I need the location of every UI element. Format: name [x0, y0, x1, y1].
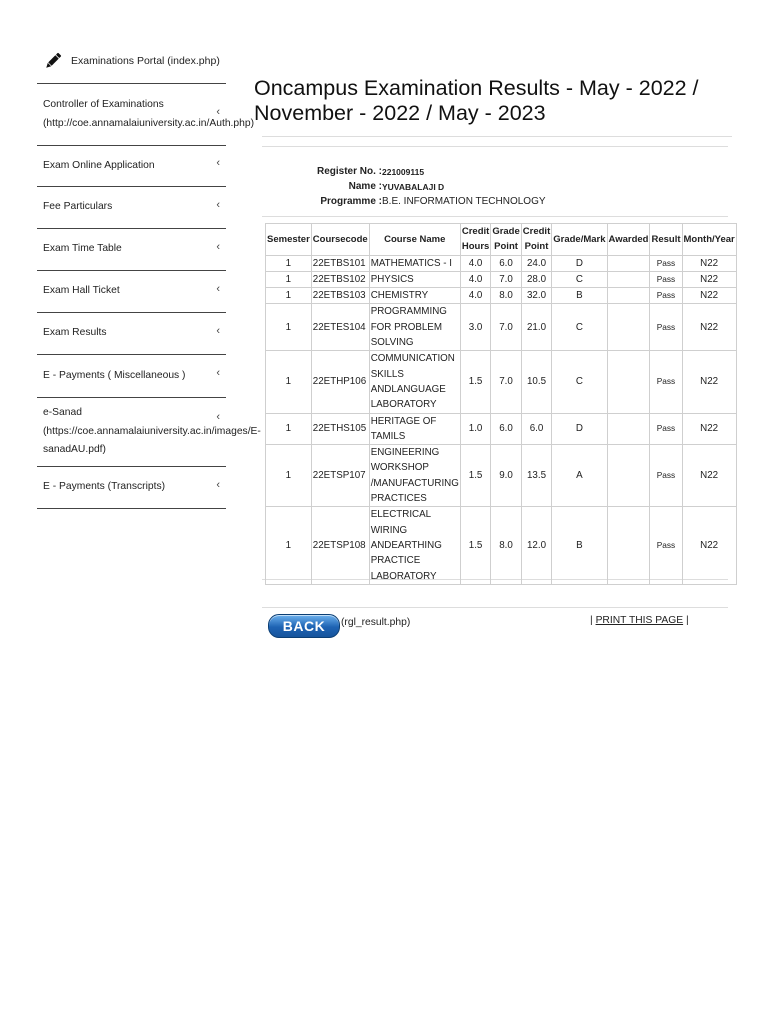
- table-row: [266, 255, 737, 271]
- course-name-line: SOLVING: [370, 337, 414, 349]
- cell-credit-point: 13.5: [521, 445, 551, 507]
- results-panel: [262, 216, 735, 582]
- cell-semester: 1: [266, 288, 312, 304]
- cell-awarded: [607, 255, 650, 271]
- back-button[interactable]: BACK: [268, 614, 340, 638]
- chevron-left-icon: ‹: [216, 367, 220, 379]
- sidebar-item-label: Exam Time Table: [43, 243, 122, 255]
- cell-grade-point: 8.0: [491, 288, 521, 304]
- course-name-line: LABORATORY: [370, 399, 437, 411]
- separator: |: [685, 615, 689, 626]
- course-name-line: ANDEARTHING: [370, 539, 442, 551]
- course-name-line: LABORATORY: [370, 570, 437, 582]
- course-name-line: CHEMISTRY: [370, 290, 429, 302]
- cell-awarded: [607, 304, 650, 351]
- table-header-row: [266, 224, 737, 256]
- cell-semester: 1: [266, 351, 312, 413]
- chevron-left-icon: ‹: [216, 157, 220, 169]
- page-title: Oncampus Examination Results - May - 2022 / November - 2022 / May - 2023: [254, 76, 699, 125]
- cell-semester: 1: [266, 271, 312, 287]
- course-name-line: COMMUNICATION: [370, 353, 455, 365]
- sidebar-item-exam-results[interactable]: [37, 312, 226, 354]
- sidebar-item-fee-particulars[interactable]: [37, 186, 226, 228]
- cell-coursecode: 22ETBS101: [311, 255, 369, 271]
- header-course-name: Course Name: [369, 224, 460, 256]
- chevron-left-icon: ‹: [216, 198, 220, 211]
- cell-credit-hours: 1.5: [460, 445, 490, 507]
- course-name-line: WORKSHOP: [370, 462, 429, 474]
- cell-credit-point: 28.0: [521, 271, 551, 287]
- course-name-line: /MANUFACTURING: [370, 477, 459, 489]
- cell-semester: 1: [266, 255, 312, 271]
- cell-grade-mark: B: [552, 288, 607, 304]
- chevron-left-icon: ‹: [216, 105, 220, 118]
- table-row: [266, 507, 737, 584]
- chevron-left-icon: ‹: [216, 240, 220, 253]
- cell-credit-point: 6.0: [521, 413, 551, 445]
- register-no-value: 221009115: [382, 166, 425, 177]
- cell-credit-point: 12.0: [521, 507, 551, 584]
- sidebar-item-url: sanadAU.pdf): [43, 444, 106, 456]
- cell-grade-point: 7.0: [491, 304, 521, 351]
- table-row: [266, 304, 737, 351]
- chevron-left-icon: ‹: [216, 282, 220, 295]
- table-row: [266, 413, 737, 445]
- cell-course-name: [369, 445, 460, 507]
- cell-coursecode: 22ETBS102: [311, 271, 369, 287]
- cell-grade-point: 7.0: [491, 271, 521, 287]
- cell-credit-hours: 1.5: [460, 351, 490, 413]
- cell-awarded: [607, 271, 650, 287]
- header-credit-hours: Credit Hours: [460, 224, 490, 256]
- cell-grade-mark: B: [552, 507, 607, 584]
- cell-course-name: [369, 413, 460, 445]
- cell-coursecode: 22ETSP107: [311, 445, 369, 507]
- cell-result: Pass: [650, 413, 682, 445]
- cell-grade-mark: A: [552, 445, 607, 507]
- course-name-line: ENGINEERING: [370, 447, 440, 459]
- separator: |: [590, 615, 593, 626]
- sidebar-item-label: Exam Hall Ticket: [43, 285, 120, 297]
- sidebar-item-url: (https://coe.annamalaiuniversity.ac.in/images/E-: [43, 425, 261, 437]
- chevron-left-icon: ‹: [216, 324, 220, 337]
- cell-coursecode: 22ETHS105: [311, 413, 369, 445]
- course-name-line: WIRING: [370, 524, 408, 536]
- sidebar: [37, 83, 261, 509]
- cell-grade-point: 9.0: [491, 445, 521, 507]
- cell-credit-point: 24.0: [521, 255, 551, 271]
- cell-credit-hours: 3.0: [460, 304, 490, 351]
- sidebar-item-label: E - Payments (Transcripts): [43, 481, 166, 493]
- cell-credit-hours: 4.0: [460, 288, 490, 304]
- cell-month-year: N22: [682, 304, 736, 351]
- cell-grade-point: 6.0: [491, 255, 521, 271]
- course-name-line: HERITAGE OF: [370, 415, 437, 427]
- cell-grade-mark: C: [552, 304, 607, 351]
- header-month-year: Month/Year: [682, 224, 736, 256]
- sidebar-item-label: Exam Online Application: [43, 159, 155, 171]
- cell-coursecode: 22ETSP108: [311, 507, 369, 584]
- cell-credit-hours: 4.0: [460, 271, 490, 287]
- results-table: [265, 223, 737, 585]
- cell-grade-point: 8.0: [491, 507, 521, 584]
- cell-course-name: [369, 288, 460, 304]
- cell-month-year: N22: [682, 255, 736, 271]
- cell-grade-mark: D: [552, 413, 607, 445]
- header-credit-point: Credit Point: [521, 224, 551, 256]
- cell-month-year: N22: [682, 288, 736, 304]
- name-value: YUVABALAJI D: [382, 181, 445, 192]
- portal-link[interactable]: [43, 48, 220, 74]
- cell-credit-point: 21.0: [521, 304, 551, 351]
- header-coursecode: Coursecode: [311, 224, 369, 256]
- course-name-line: FOR PROBLEM: [370, 321, 442, 333]
- cell-result: Pass: [650, 507, 682, 584]
- back-link-text: (rgl_result.php): [341, 617, 411, 628]
- cell-course-name: [369, 255, 460, 271]
- cell-credit-point: 10.5: [521, 351, 551, 413]
- sidebar-item-controller-of-examinations[interactable]: [37, 83, 255, 145]
- course-name-line: PRACTICES: [370, 493, 427, 505]
- header-grade-point: Grade Point: [491, 224, 521, 256]
- print-area: [590, 615, 689, 626]
- course-name-line: SKILLS: [370, 368, 404, 380]
- cell-month-year: N22: [682, 445, 736, 507]
- cell-course-name: [369, 507, 460, 584]
- sidebar-item-label: Controller of Examinations: [43, 99, 164, 110]
- cell-result: Pass: [650, 445, 682, 507]
- course-name-line: ELECTRICAL: [370, 509, 432, 521]
- header-awarded: Awarded: [607, 224, 650, 256]
- cell-course-name: [369, 271, 460, 287]
- course-name-line: ANDLANGUAGE: [370, 383, 446, 395]
- cell-result: Pass: [650, 271, 682, 287]
- table-row: [266, 445, 737, 507]
- cell-credit-hours: 4.0: [460, 255, 490, 271]
- pencil-icon: [43, 51, 63, 71]
- programme-value: B.E. INFORMATION TECHNOLOGY: [382, 196, 546, 207]
- cell-result: Pass: [650, 351, 682, 413]
- cell-result: Pass: [650, 304, 682, 351]
- cell-awarded: [607, 413, 650, 445]
- header-semester: Semester: [266, 224, 312, 256]
- sidebar-item-label: Fee Particulars: [43, 201, 113, 213]
- programme-label: Programme :: [320, 196, 382, 207]
- cell-awarded: [607, 445, 650, 507]
- cell-month-year: N22: [682, 413, 736, 445]
- student-info: [280, 164, 546, 209]
- course-name-line: TAMILS: [370, 430, 406, 442]
- cell-grade-point: 6.0: [491, 413, 521, 445]
- header-grade-mark: Grade/Mark: [552, 224, 607, 256]
- cell-credit-point: 32.0: [521, 288, 551, 304]
- name-label: Name :: [348, 181, 382, 192]
- divider: [262, 146, 728, 147]
- cell-grade-mark: D: [552, 255, 607, 271]
- divider: [262, 607, 728, 608]
- sidebar-item-label: Exam Results: [43, 327, 107, 339]
- cell-credit-hours: 1.5: [460, 507, 490, 584]
- cell-semester: 1: [266, 413, 312, 445]
- cell-credit-hours: 1.0: [460, 413, 490, 445]
- sidebar-item-e-sanad[interactable]: [37, 397, 261, 466]
- table-row: [266, 271, 737, 287]
- sidebar-item-exam-hall-ticket[interactable]: [37, 270, 226, 312]
- header-result: Result: [650, 224, 682, 256]
- cell-month-year: N22: [682, 271, 736, 287]
- sidebar-item-url: (http://coe.annamalaiuniversity.ac.in/Auth.php): [43, 117, 255, 129]
- cell-coursecode: 22ETHP106: [311, 351, 369, 413]
- course-name-line: PHYSICS: [370, 273, 414, 285]
- course-name-line: PROGRAMMING: [370, 306, 447, 318]
- cell-grade-mark: C: [552, 271, 607, 287]
- cell-semester: 1: [266, 507, 312, 584]
- divider: [262, 136, 732, 137]
- cell-course-name: [369, 351, 460, 413]
- table-row: [266, 288, 737, 304]
- portal-link-label: Examinations Portal (index.php): [71, 55, 220, 67]
- sidebar-item-exam-time-table[interactable]: [37, 228, 226, 270]
- cell-grade-mark: C: [552, 351, 607, 413]
- cell-coursecode: 22ETES104: [311, 304, 369, 351]
- cell-coursecode: 22ETBS103: [311, 288, 369, 304]
- chevron-left-icon: ‹: [216, 478, 220, 491]
- table-row: [266, 351, 737, 413]
- cell-semester: 1: [266, 445, 312, 507]
- cell-semester: 1: [266, 304, 312, 351]
- sidebar-item-label: e-Sanad: [43, 407, 82, 419]
- cell-result: Pass: [650, 288, 682, 304]
- register-no-label: Register No. :: [316, 166, 382, 177]
- sidebar-item-label: E - Payments ( Miscellaneous ): [43, 369, 186, 381]
- cell-course-name: [369, 304, 460, 351]
- cell-result: Pass: [650, 255, 682, 271]
- print-page-link[interactable]: PRINT THIS PAGE: [595, 615, 684, 626]
- course-name-line: PRACTICE: [370, 555, 421, 567]
- cell-awarded: [607, 351, 650, 413]
- sidebar-item-exam-online-application[interactable]: [37, 145, 226, 186]
- cell-grade-point: 7.0: [491, 351, 521, 413]
- cell-month-year: N22: [682, 507, 736, 584]
- cell-awarded: [607, 288, 650, 304]
- chevron-left-icon: ‹: [216, 411, 220, 423]
- sidebar-item-e-payments-transcripts[interactable]: [37, 466, 226, 509]
- cell-awarded: [607, 507, 650, 584]
- sidebar-item-e-payments-miscellaneous[interactable]: [37, 354, 226, 397]
- cell-month-year: N22: [682, 351, 736, 413]
- course-name-line: MATHEMATICS - I: [370, 257, 452, 269]
